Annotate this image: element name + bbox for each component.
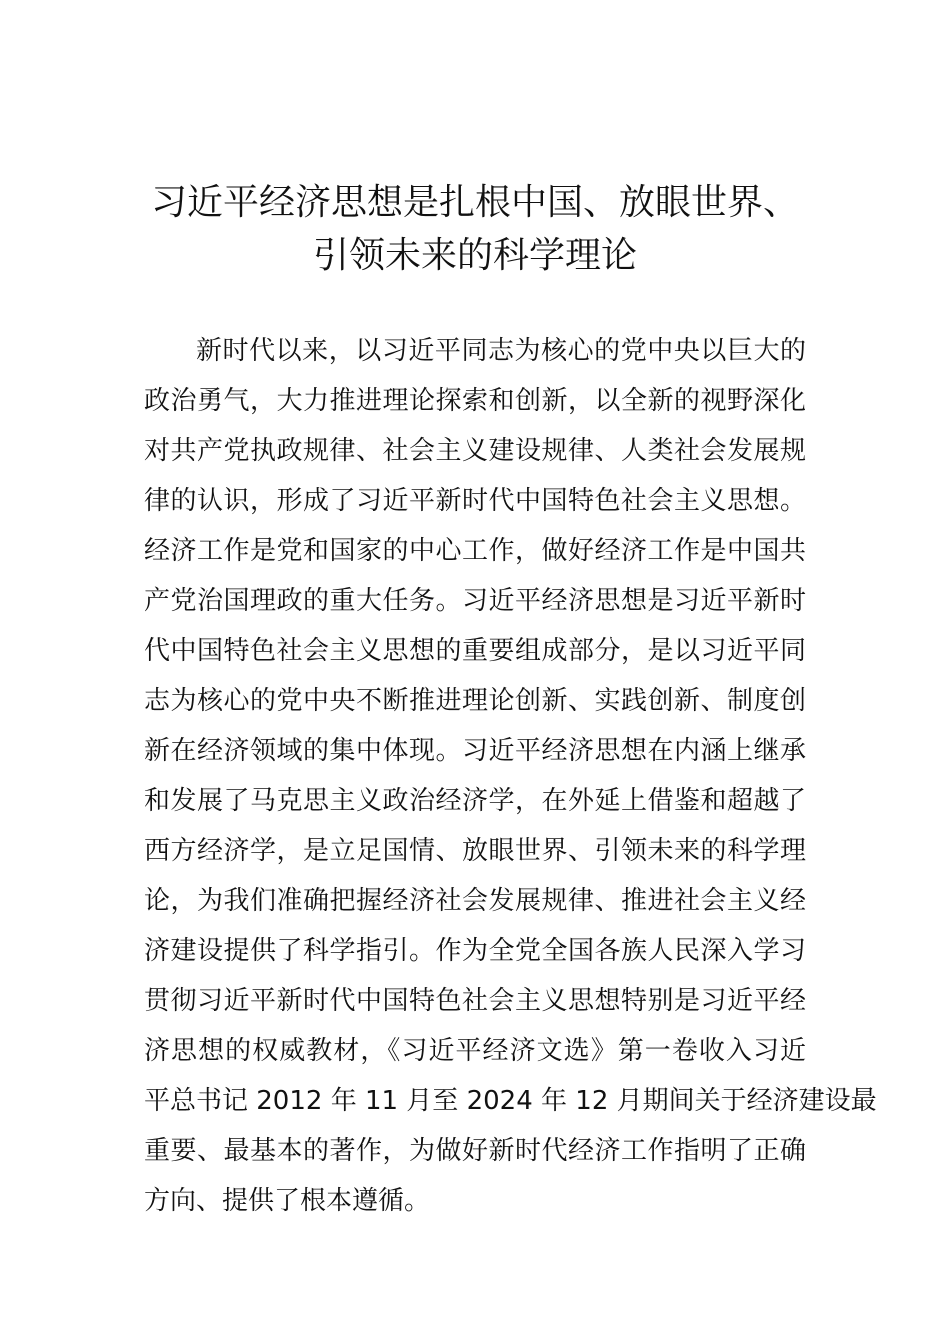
body-line-4: 律的认识，形成了习近平新时代中国特色社会主义思想。 — [144, 486, 806, 516]
body-line-12: 论，为我们准确把握经济社会发展规律、推进社会主义经 — [144, 886, 806, 916]
body-line-17: 重要、最基本的著作，为做好新时代经济工作指明了正确 — [144, 1136, 806, 1166]
document-title — [120, 176, 830, 282]
body-line-16: 平总书记 2012 年 11 月至 2024 年 12 月期间关于经济建设最 — [144, 1086, 877, 1116]
body-line-11: 西方经济学，是立足国情、放眼世界、引领未来的科学理 — [144, 836, 806, 866]
body-line-18: 方向、提供了根本遵循。 — [144, 1186, 431, 1216]
body-line-10: 和发展了马克思主义政治经济学，在外延上借鉴和超越了 — [144, 786, 806, 816]
title-line-1: 习近平经济思想是扎根中国、放眼世界、 — [150, 182, 799, 223]
body-line-7: 代中国特色社会主义思想的重要组成部分，是以习近平同 — [144, 636, 806, 666]
body-line-1: 新时代以来，以习近平同志为核心的党中央以巨大的 — [196, 336, 806, 366]
body-line-13: 济建设提供了科学指引。作为全党全国各族人民深入学习 — [144, 936, 806, 966]
title-line-2: 引领未来的科学理论 — [312, 235, 637, 276]
body-line-2: 政治勇气，大力推进理论探索和创新，以全新的视野深化 — [144, 386, 806, 416]
body-line-15: 济思想的权威教材，《习近平经济文选》第一卷收入习近 — [144, 1036, 806, 1066]
body-line-14: 贯彻习近平新时代中国特色社会主义思想特别是习近平经 — [144, 986, 806, 1016]
body-line-8: 志为核心的党中央不断推进理论创新、实践创新、制度创 — [144, 686, 806, 716]
body-line-6: 产党治国理政的重大任务。习近平经济思想是习近平新时 — [144, 586, 806, 616]
body-line-5: 经济工作是党和国家的中心工作，做好经济工作是中国共 — [144, 536, 806, 566]
body-paragraph — [144, 326, 877, 1226]
body-line-3: 对共产党执政规律、社会主义建设规律、人类社会发展规 — [144, 436, 806, 466]
body-line-9: 新在经济领域的集中体现。习近平经济思想在内涵上继承 — [144, 736, 806, 766]
